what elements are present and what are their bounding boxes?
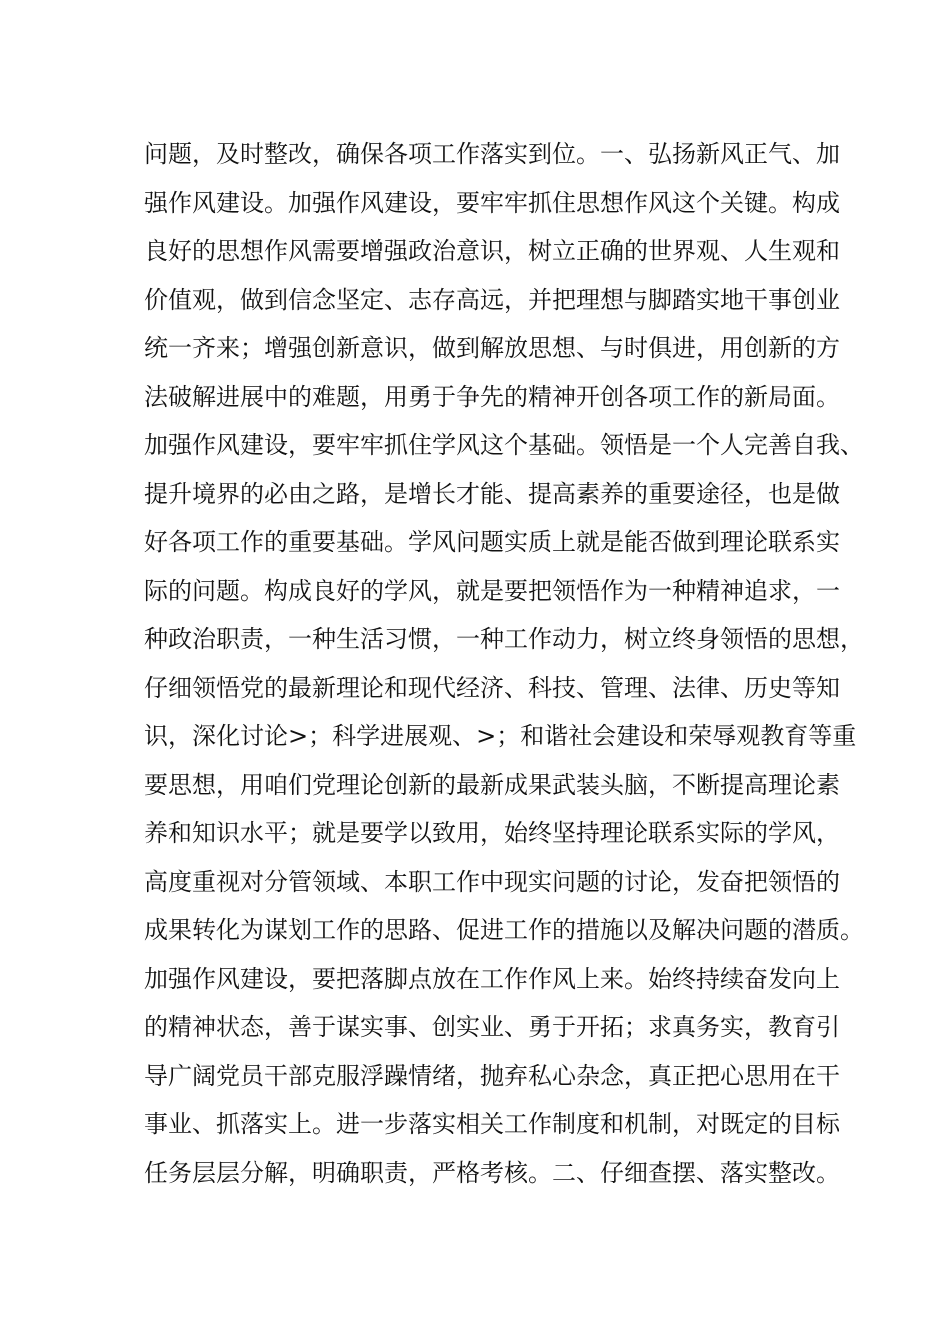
text-line-3: 良好的思想作风需要增强政治意识，树立正确的世界观、人生观和 xyxy=(144,237,840,265)
text-line-16: 高度重视对分管领域、本职工作中现实问题的讨论，发奋把领悟的 xyxy=(144,867,840,896)
text-line-8: 提升境界的必由之路，是增长才能、提高素养的重要途径，也是做 xyxy=(144,479,840,508)
text-line-7: 加强作风建设，要牢牢抓住学风这个基础。领悟是一个人完善自我、 xyxy=(144,431,864,459)
text-line-21: 事业、抓落实上。进一步落实相关工作制度和机制，对既定的目标 xyxy=(144,1110,840,1138)
text-line-19: 的精神状态，善于谋实事、创实业、勇于开拓；求真务实，教育引 xyxy=(144,1013,840,1041)
text-line-13: 识，深化讨论>；科学进展观、>；和谐社会建设和荣辱观教育等重 xyxy=(144,722,857,750)
text-line-22: 任务层层分解，明确职责，严格考核。二、仔细查摆、落实整改。 xyxy=(144,1158,840,1187)
text-line-10: 际的问题。构成良好的学风，就是要把领悟作为一种精神追求，一 xyxy=(144,576,840,605)
text-line-2: 强作风建设。加强作风建设，要牢牢抓住思想作风这个关键。构成 xyxy=(144,188,840,217)
text-line-6: 法破解进展中的难题，用勇于争先的精神开创各项工作的新局面。 xyxy=(144,382,840,411)
body-text xyxy=(144,130,864,1197)
text-line-17: 成果转化为谋划工作的思路、促进工作的措施以及解决问题的潜质。 xyxy=(144,916,864,944)
text-line-15: 养和知识水平；就是要学以致用，始终坚持理论联系实际的学风， xyxy=(144,819,840,847)
text-line-4: 价值观，做到信念坚定、志存高远，并把理想与脚踏实地干事创业 xyxy=(144,285,840,314)
text-line-14: 要思想，用咱们党理论创新的最新成果武装头脑，不断提高理论素 xyxy=(144,770,840,799)
text-line-9: 好各项工作的重要基础。学风问题实质上就是能否做到理论联系实 xyxy=(144,528,840,556)
text-line-18: 加强作风建设，要把落脚点放在工作作风上来。始终持续奋发向上 xyxy=(144,964,840,993)
text-line-1: 问题，及时整改，确保各项工作落实到位。一、弘扬新风正气、加 xyxy=(144,140,840,168)
text-line-12: 仔细领悟党的最新理论和现代经济、科技、管理、法律、历史等知 xyxy=(144,673,840,702)
text-line-5: 统一齐来；增强创新意识，做到解放思想、与时俱进，用创新的方 xyxy=(144,334,840,362)
text-line-20: 导广阔党员干部克服浮躁情绪，抛弃私心杂念，真正把心思用在干 xyxy=(144,1061,840,1090)
text-line-11: 种政治职责，一种生活习惯，一种工作动力，树立终身领悟的思想， xyxy=(144,625,864,653)
